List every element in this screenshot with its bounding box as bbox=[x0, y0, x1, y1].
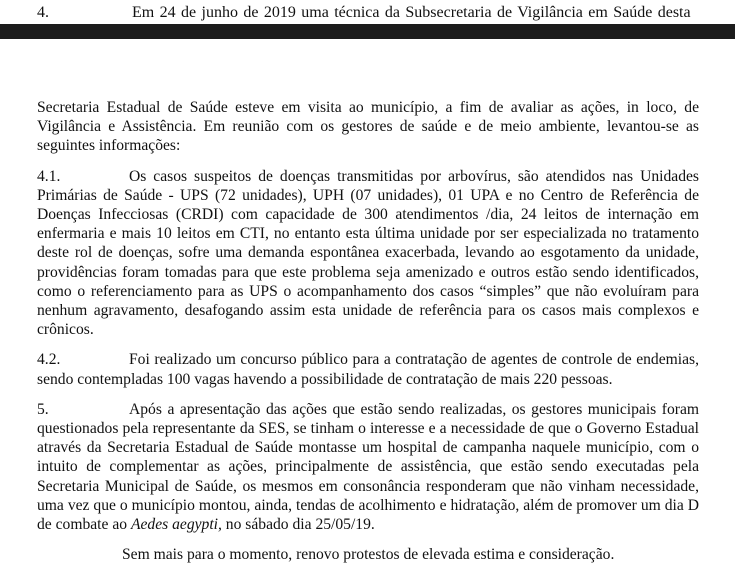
item-number: 5. bbox=[37, 400, 49, 418]
item-4-2-paragraph bbox=[37, 350, 699, 388]
item-text: Foi realizado um concurso público para a contratação de agentes de controle de endemias, sendo contempladas 100 vagas havendo a possibilidade de contratação de mais 220 pessoas. bbox=[37, 351, 699, 388]
item-5-paragraph bbox=[37, 400, 699, 534]
species-name: Aedes aegypti, bbox=[130, 516, 222, 534]
closing-paragraph: Sem mais para o momento, renovo protestos de elevada estima e consideração. bbox=[122, 546, 615, 564]
item-4-1-paragraph bbox=[37, 167, 699, 340]
item-4-opening-text: Em 24 de junho de 2019 uma técnica da Subsecretaria de Vigilância em Saúde desta bbox=[132, 4, 691, 21]
item-number: 4.2. bbox=[37, 351, 61, 369]
page-break-bar bbox=[0, 24, 735, 39]
intro-paragraph: Secretaria Estadual de Saúde esteve em visita ao município, a fim de avaliar as ações, in loco, de Vigilância e Assistência. Em reunião com os gestores de saúde e de meio ambiente, levantou-se as seguintes informações: bbox=[37, 99, 699, 155]
item-text: Após a apresentação das ações que estão sendo realizadas, os gestores municipais foram questionados pela representante da SES, se tinham o interesse e a necessidade de que o Governo Estadual através da Secretaria Estadual de Saúde montasse um hospital de campanha naquele município, com o intuito de complementar as ações, principalmente de assistência, que estão sendo executadas pela Secretaria Municipal de Saúde, os mesmos em consonância responderam que não vinham necessidade, uma vez que o município montou, ainda, tendas de acolhimento e hidratação, além de promover um dia D de combate ao bbox=[37, 400, 699, 534]
item-number-4: 4. bbox=[37, 4, 49, 21]
item-text: Os casos suspeitos de doenças transmitidas por arbovírus, são atendidos nas Unidades Primárias de Saúde - UPS (72 unidades), UPH (07 unidades), 01 UPA e no Centro de Referência de Doenças Infecciosas (CRDI) com capacidade de 300 atendimentos /dia, 24 leitos de internação em enfermaria e mais 10 leitos em CTI, no entanto esta última unidade por ser especializada no tratamento deste rol de doenças, sofre uma demanda espontânea exacerbada, levando ao esgotamento da unidade, providências foram tomadas para que este problema seja amenizado e outros estão sendo identificados, como o referenciamento para as UPS o acompanhamento dos casos “simples” que não evoluíram para nenhum agravamento, desafogando assim esta unidade de referência para os casos mais complexos e crônicos. bbox=[37, 167, 699, 339]
item-text-tail: no sábado dia 25/05/19. bbox=[221, 516, 375, 534]
document-body bbox=[37, 98, 699, 575]
item-number: 4.1. bbox=[37, 167, 61, 185]
